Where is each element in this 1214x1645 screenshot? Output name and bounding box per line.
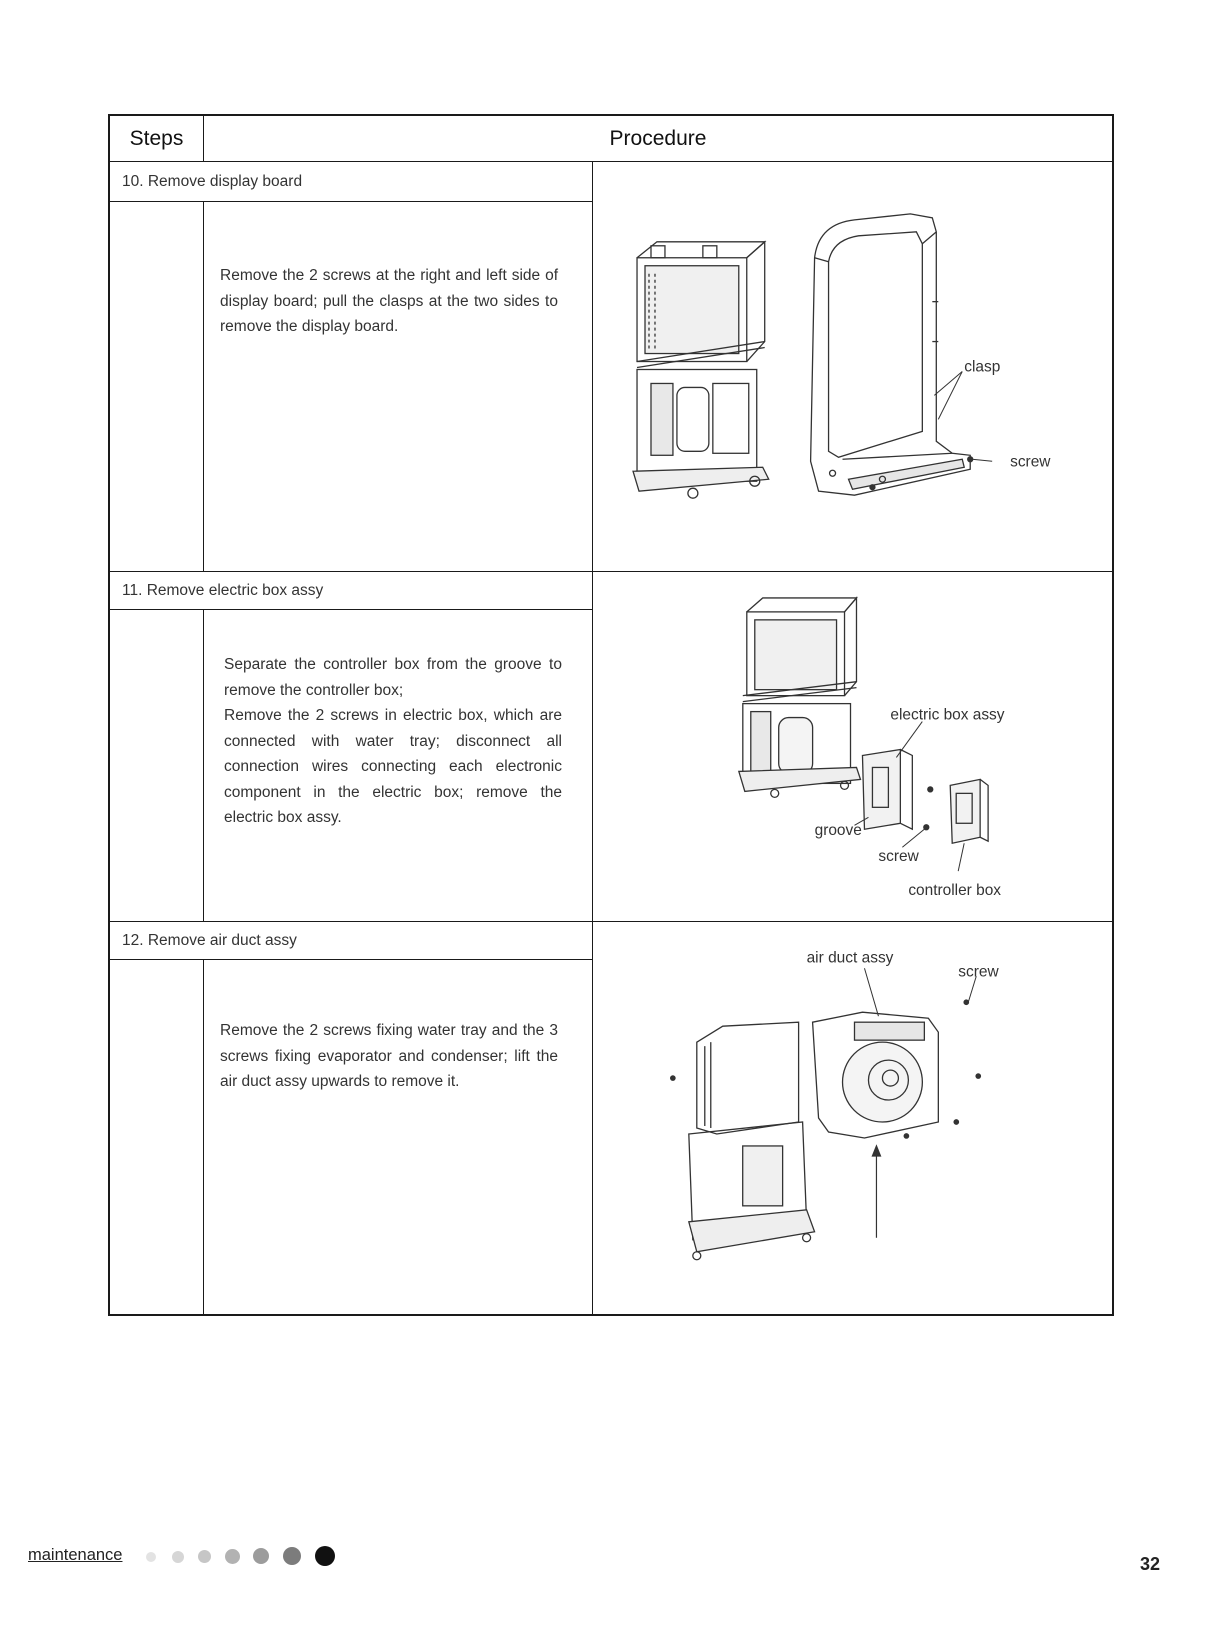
label-controller-box: controller box <box>908 882 1002 900</box>
progress-dot <box>198 1550 211 1563</box>
figure-air-duct <box>592 922 1112 1316</box>
electric-box-illustration <box>862 749 912 829</box>
step-number-cell <box>110 610 204 921</box>
progress-dot <box>146 1552 156 1562</box>
page-number: 32 <box>1140 1554 1161 1574</box>
screw-mark <box>976 1074 980 1078</box>
electric-box-diagram <box>593 572 1112 921</box>
step-title: 10. Remove display board <box>110 162 592 202</box>
front-panel-illustration <box>811 214 971 495</box>
step-title: 11. Remove electric box assy <box>110 572 592 610</box>
air-duct-illustration <box>813 1012 939 1138</box>
step-description-cell <box>204 960 592 1316</box>
procedure-header: Procedure <box>204 116 1112 162</box>
label-screw: screw <box>958 963 999 981</box>
screw-mark <box>924 825 929 830</box>
step-title: 12. Remove air duct assy <box>110 922 592 960</box>
step-number-cell <box>110 960 204 1316</box>
screw-mark <box>954 1120 958 1124</box>
procedure-table <box>108 114 1114 1316</box>
label-groove: groove <box>814 822 862 840</box>
progress-dot-current <box>315 1546 335 1566</box>
air-duct-diagram <box>593 922 1112 1316</box>
figure-electric-box <box>592 572 1112 921</box>
footer-section-label: maintenance <box>28 1546 123 1564</box>
step-description-line: Separate the controller box from the groove to remove the controller box; <box>224 656 562 699</box>
progress-dot <box>225 1549 240 1564</box>
unit-body-illustration <box>633 242 769 498</box>
screw-mark <box>870 485 875 490</box>
unit-body-illustration <box>689 1022 815 1260</box>
screw-mark <box>964 1000 968 1004</box>
step-description-cell <box>204 610 592 921</box>
screw-mark <box>904 1134 908 1138</box>
label-clasp: clasp <box>964 358 1001 376</box>
display-board-diagram <box>593 162 1112 571</box>
step-row-10 <box>110 162 1112 572</box>
label-screw: screw <box>878 848 919 866</box>
step-number-cell <box>110 202 204 571</box>
step-description-line: Remove the 2 screws in electric box, which are connected with water tray; disconnect all connection wires connecting each electronic component in the electric box; remove the electric box assy. <box>224 707 562 826</box>
step-description: Remove the 2 screws at the right and left side of display board; pull the clasps at the two sides to remove the display board. <box>220 267 558 335</box>
screw-mark <box>671 1076 675 1080</box>
figure-display-board <box>592 162 1112 571</box>
label-electric-box-assy: electric box assy <box>890 706 1005 724</box>
progress-dot <box>172 1551 184 1563</box>
step-row-11 <box>110 572 1112 922</box>
step-row-12 <box>110 922 1112 1316</box>
controller-box-illustration <box>950 779 988 843</box>
label-screw: screw <box>1010 453 1051 471</box>
progress-dot <box>283 1547 301 1565</box>
label-air-duct-assy: air duct assy <box>806 949 894 967</box>
screw-mark <box>928 787 933 792</box>
step-description: Remove the 2 screws fixing water tray and the 3 screws fixing evaporator and condenser; lift the air duct assy upwards to remove it. <box>220 1022 558 1090</box>
steps-header: Steps <box>110 116 204 162</box>
step-description-cell <box>204 202 592 571</box>
unit-body-illustration <box>739 598 861 797</box>
progress-dot <box>253 1548 269 1564</box>
screw-mark <box>968 457 973 462</box>
step-description <box>224 652 562 831</box>
